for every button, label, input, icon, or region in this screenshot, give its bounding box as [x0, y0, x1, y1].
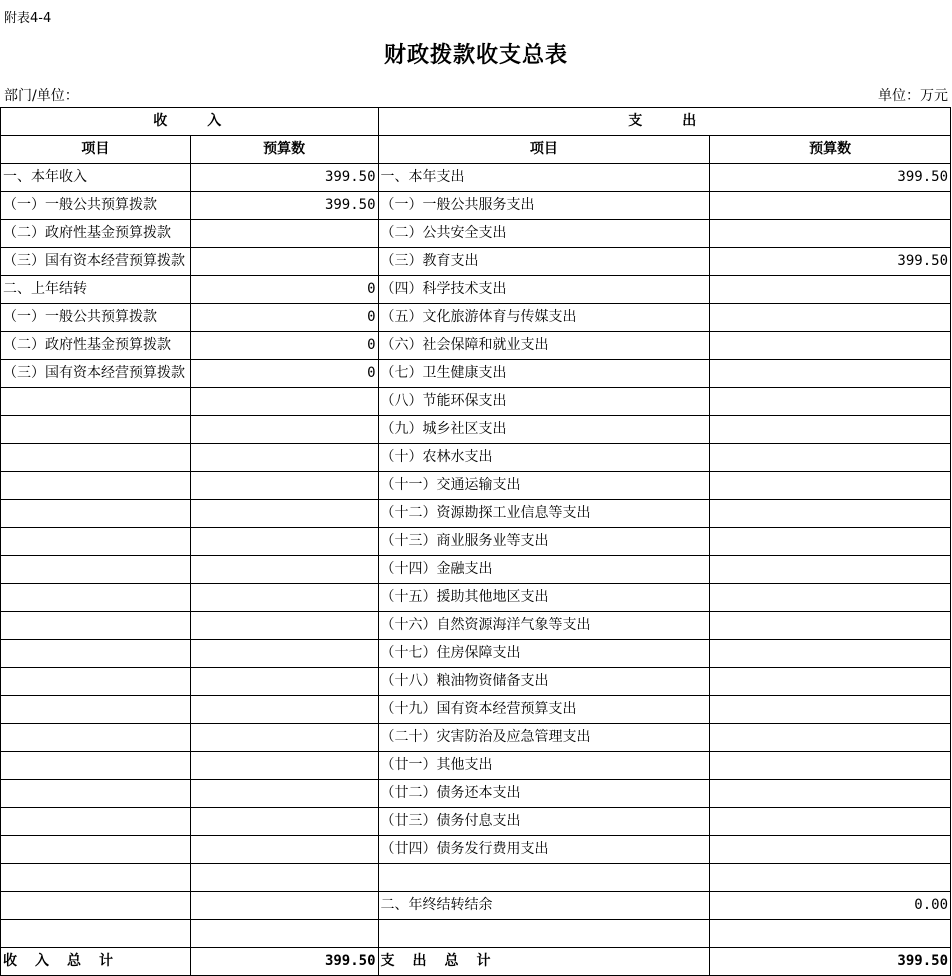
expense-value-cell: 399.50	[710, 164, 951, 192]
income-item-cell	[1, 556, 191, 584]
expense-value-cell	[710, 472, 951, 500]
income-value-cell: 0	[190, 360, 378, 388]
income-value-cell: 399.50	[190, 192, 378, 220]
table-row	[1, 836, 951, 864]
table-row	[1, 724, 951, 752]
fiscal-summary-table	[0, 107, 951, 976]
income-item-cell: （二）政府性基金预算拨款	[1, 332, 191, 360]
expense-item-cell: （六）社会保障和就业支出	[378, 332, 710, 360]
unit-label: 单位：万元	[878, 88, 948, 104]
expense-item-cell: （七）卫生健康支出	[378, 360, 710, 388]
table-row	[1, 388, 951, 416]
table-row	[1, 220, 951, 248]
income-item-cell: （二）政府性基金预算拨款	[1, 220, 191, 248]
income-value-cell	[190, 220, 378, 248]
table-row	[1, 892, 951, 920]
expense-value-cell	[710, 780, 951, 808]
income-section-header: 收 入	[1, 108, 379, 136]
income-value-cell: 0	[190, 304, 378, 332]
income-value-cell	[190, 668, 378, 696]
expense-item-cell: （十四）金融支出	[378, 556, 710, 584]
expense-item-cell: （八）节能环保支出	[378, 388, 710, 416]
income-value-cell	[190, 500, 378, 528]
income-value-cell	[190, 836, 378, 864]
table-row	[1, 276, 951, 304]
table-row	[1, 164, 951, 192]
income-item-cell: （三）国有资本经营预算拨款	[1, 360, 191, 388]
table-row	[1, 920, 951, 948]
expense-item-cell: （十五）援助其他地区支出	[378, 584, 710, 612]
total-expense-value: 399.50	[710, 948, 951, 976]
table-row	[1, 500, 951, 528]
expense-item-cell: （三）教育支出	[378, 248, 710, 276]
expense-value-cell	[710, 584, 951, 612]
expense-item-cell: （五）文化旅游体育与传媒支出	[378, 304, 710, 332]
income-item-cell	[1, 696, 191, 724]
department-label: 部门/单位：	[4, 88, 79, 104]
income-value-cell: 0	[190, 276, 378, 304]
expense-item-cell: 一、本年支出	[378, 164, 710, 192]
income-value-cell	[190, 556, 378, 584]
expense-value-cell	[710, 724, 951, 752]
income-value-cell	[190, 696, 378, 724]
expense-value-cell	[710, 808, 951, 836]
table-row	[1, 808, 951, 836]
expense-value-cell	[710, 696, 951, 724]
expense-item-cell: （二）公共安全支出	[378, 220, 710, 248]
expense-budget-header: 预算数	[710, 136, 951, 164]
expense-value-cell	[710, 192, 951, 220]
expense-item-cell	[378, 864, 710, 892]
income-item-cell: （一）一般公共预算拨款	[1, 192, 191, 220]
table-row	[1, 528, 951, 556]
income-item-cell	[1, 724, 191, 752]
income-item-cell: 一、本年收入	[1, 164, 191, 192]
table-row	[1, 472, 951, 500]
income-item-cell: （一）一般公共预算拨款	[1, 304, 191, 332]
expense-value-cell	[710, 864, 951, 892]
expense-item-cell: （二十）灾害防治及应急管理支出	[378, 724, 710, 752]
income-item-cell	[1, 640, 191, 668]
expense-value-cell: 399.50	[710, 248, 951, 276]
income-value-cell	[190, 444, 378, 472]
income-value-cell	[190, 528, 378, 556]
expense-value-cell	[710, 416, 951, 444]
table-row	[1, 780, 951, 808]
table-row	[1, 640, 951, 668]
expense-value-cell	[710, 500, 951, 528]
income-value-cell	[190, 920, 378, 948]
total-row	[1, 948, 951, 976]
expense-item-cell: （廿一）其他支出	[378, 752, 710, 780]
income-item-cell	[1, 612, 191, 640]
expense-value-cell	[710, 220, 951, 248]
total-income-value: 399.50	[190, 948, 378, 976]
income-item-cell	[1, 752, 191, 780]
expense-item-cell: （十七）住房保障支出	[378, 640, 710, 668]
expense-item-cell	[378, 920, 710, 948]
income-item-cell	[1, 668, 191, 696]
table-row	[1, 248, 951, 276]
expense-item-cell: （四）科学技术支出	[378, 276, 710, 304]
total-income-label: 收入总计	[1, 948, 191, 976]
expense-value-cell	[710, 920, 951, 948]
income-value-cell	[190, 864, 378, 892]
income-item-cell: 二、上年结转	[1, 276, 191, 304]
expense-item-cell: 二、年终结转结余	[378, 892, 710, 920]
income-value-cell	[190, 808, 378, 836]
expense-item-cell: （十三）商业服务业等支出	[378, 528, 710, 556]
income-item-cell	[1, 500, 191, 528]
income-value-cell	[190, 584, 378, 612]
expense-item-cell: （十）农林水支出	[378, 444, 710, 472]
income-item-cell	[1, 472, 191, 500]
income-value-cell	[190, 612, 378, 640]
expense-value-cell	[710, 360, 951, 388]
column-header-row	[1, 136, 951, 164]
expense-value-cell	[710, 556, 951, 584]
table-row	[1, 444, 951, 472]
total-expense-label: 支出总计	[378, 948, 710, 976]
table-row	[1, 696, 951, 724]
expense-value-cell	[710, 276, 951, 304]
expense-value-cell: 0.00	[710, 892, 951, 920]
income-value-cell	[190, 752, 378, 780]
expense-item-cell: （十一）交通运输支出	[378, 472, 710, 500]
attachment-label: 附表4-4	[4, 11, 52, 26]
income-value-cell	[190, 388, 378, 416]
page-title: 财政拨款收支总表	[383, 42, 568, 68]
table-row	[1, 584, 951, 612]
income-value-cell: 0	[190, 332, 378, 360]
expense-value-cell	[710, 752, 951, 780]
income-item-cell	[1, 808, 191, 836]
expense-item-cell: （九）城乡社区支出	[378, 416, 710, 444]
table-row	[1, 192, 951, 220]
section-header-row	[1, 108, 951, 136]
expense-item-cell: （十九）国有资本经营预算支出	[378, 696, 710, 724]
expense-value-cell	[710, 444, 951, 472]
income-item-cell	[1, 584, 191, 612]
expense-item-cell: （十八）粮油物资储备支出	[378, 668, 710, 696]
expense-value-cell	[710, 528, 951, 556]
expense-value-cell	[710, 612, 951, 640]
table-row	[1, 332, 951, 360]
income-item-cell	[1, 864, 191, 892]
expense-item-cell: （廿三）债务付息支出	[378, 808, 710, 836]
table-row	[1, 752, 951, 780]
income-value-cell	[190, 780, 378, 808]
expense-value-cell	[710, 304, 951, 332]
income-item-cell	[1, 416, 191, 444]
expense-item-cell: （十六）自然资源海洋气象等支出	[378, 612, 710, 640]
income-item-cell	[1, 920, 191, 948]
income-value-cell	[190, 472, 378, 500]
expense-item-header: 项目	[378, 136, 710, 164]
expense-value-cell	[710, 332, 951, 360]
expense-item-cell: （廿四）债务发行费用支出	[378, 836, 710, 864]
table-row	[1, 360, 951, 388]
income-item-cell	[1, 528, 191, 556]
expense-value-cell	[710, 388, 951, 416]
income-item-header: 项目	[1, 136, 191, 164]
expense-item-cell: （廿二）债务还本支出	[378, 780, 710, 808]
expense-value-cell	[710, 836, 951, 864]
income-item-cell	[1, 780, 191, 808]
expense-value-cell	[710, 640, 951, 668]
income-budget-header: 预算数	[190, 136, 378, 164]
expense-value-cell	[710, 668, 951, 696]
table-row	[1, 864, 951, 892]
expense-item-cell: （十二）资源勘探工业信息等支出	[378, 500, 710, 528]
income-item-cell: （三）国有资本经营预算拨款	[1, 248, 191, 276]
income-item-cell	[1, 892, 191, 920]
income-value-cell: 399.50	[190, 164, 378, 192]
income-value-cell	[190, 416, 378, 444]
table-row	[1, 556, 951, 584]
table-row	[1, 416, 951, 444]
income-value-cell	[190, 892, 378, 920]
table-row	[1, 304, 951, 332]
income-item-cell	[1, 836, 191, 864]
income-value-cell	[190, 640, 378, 668]
income-item-cell	[1, 444, 191, 472]
income-value-cell	[190, 248, 378, 276]
table-row	[1, 612, 951, 640]
income-value-cell	[190, 724, 378, 752]
expense-section-header: 支 出	[378, 108, 950, 136]
income-item-cell	[1, 388, 191, 416]
table-row	[1, 668, 951, 696]
expense-item-cell: （一）一般公共服务支出	[378, 192, 710, 220]
